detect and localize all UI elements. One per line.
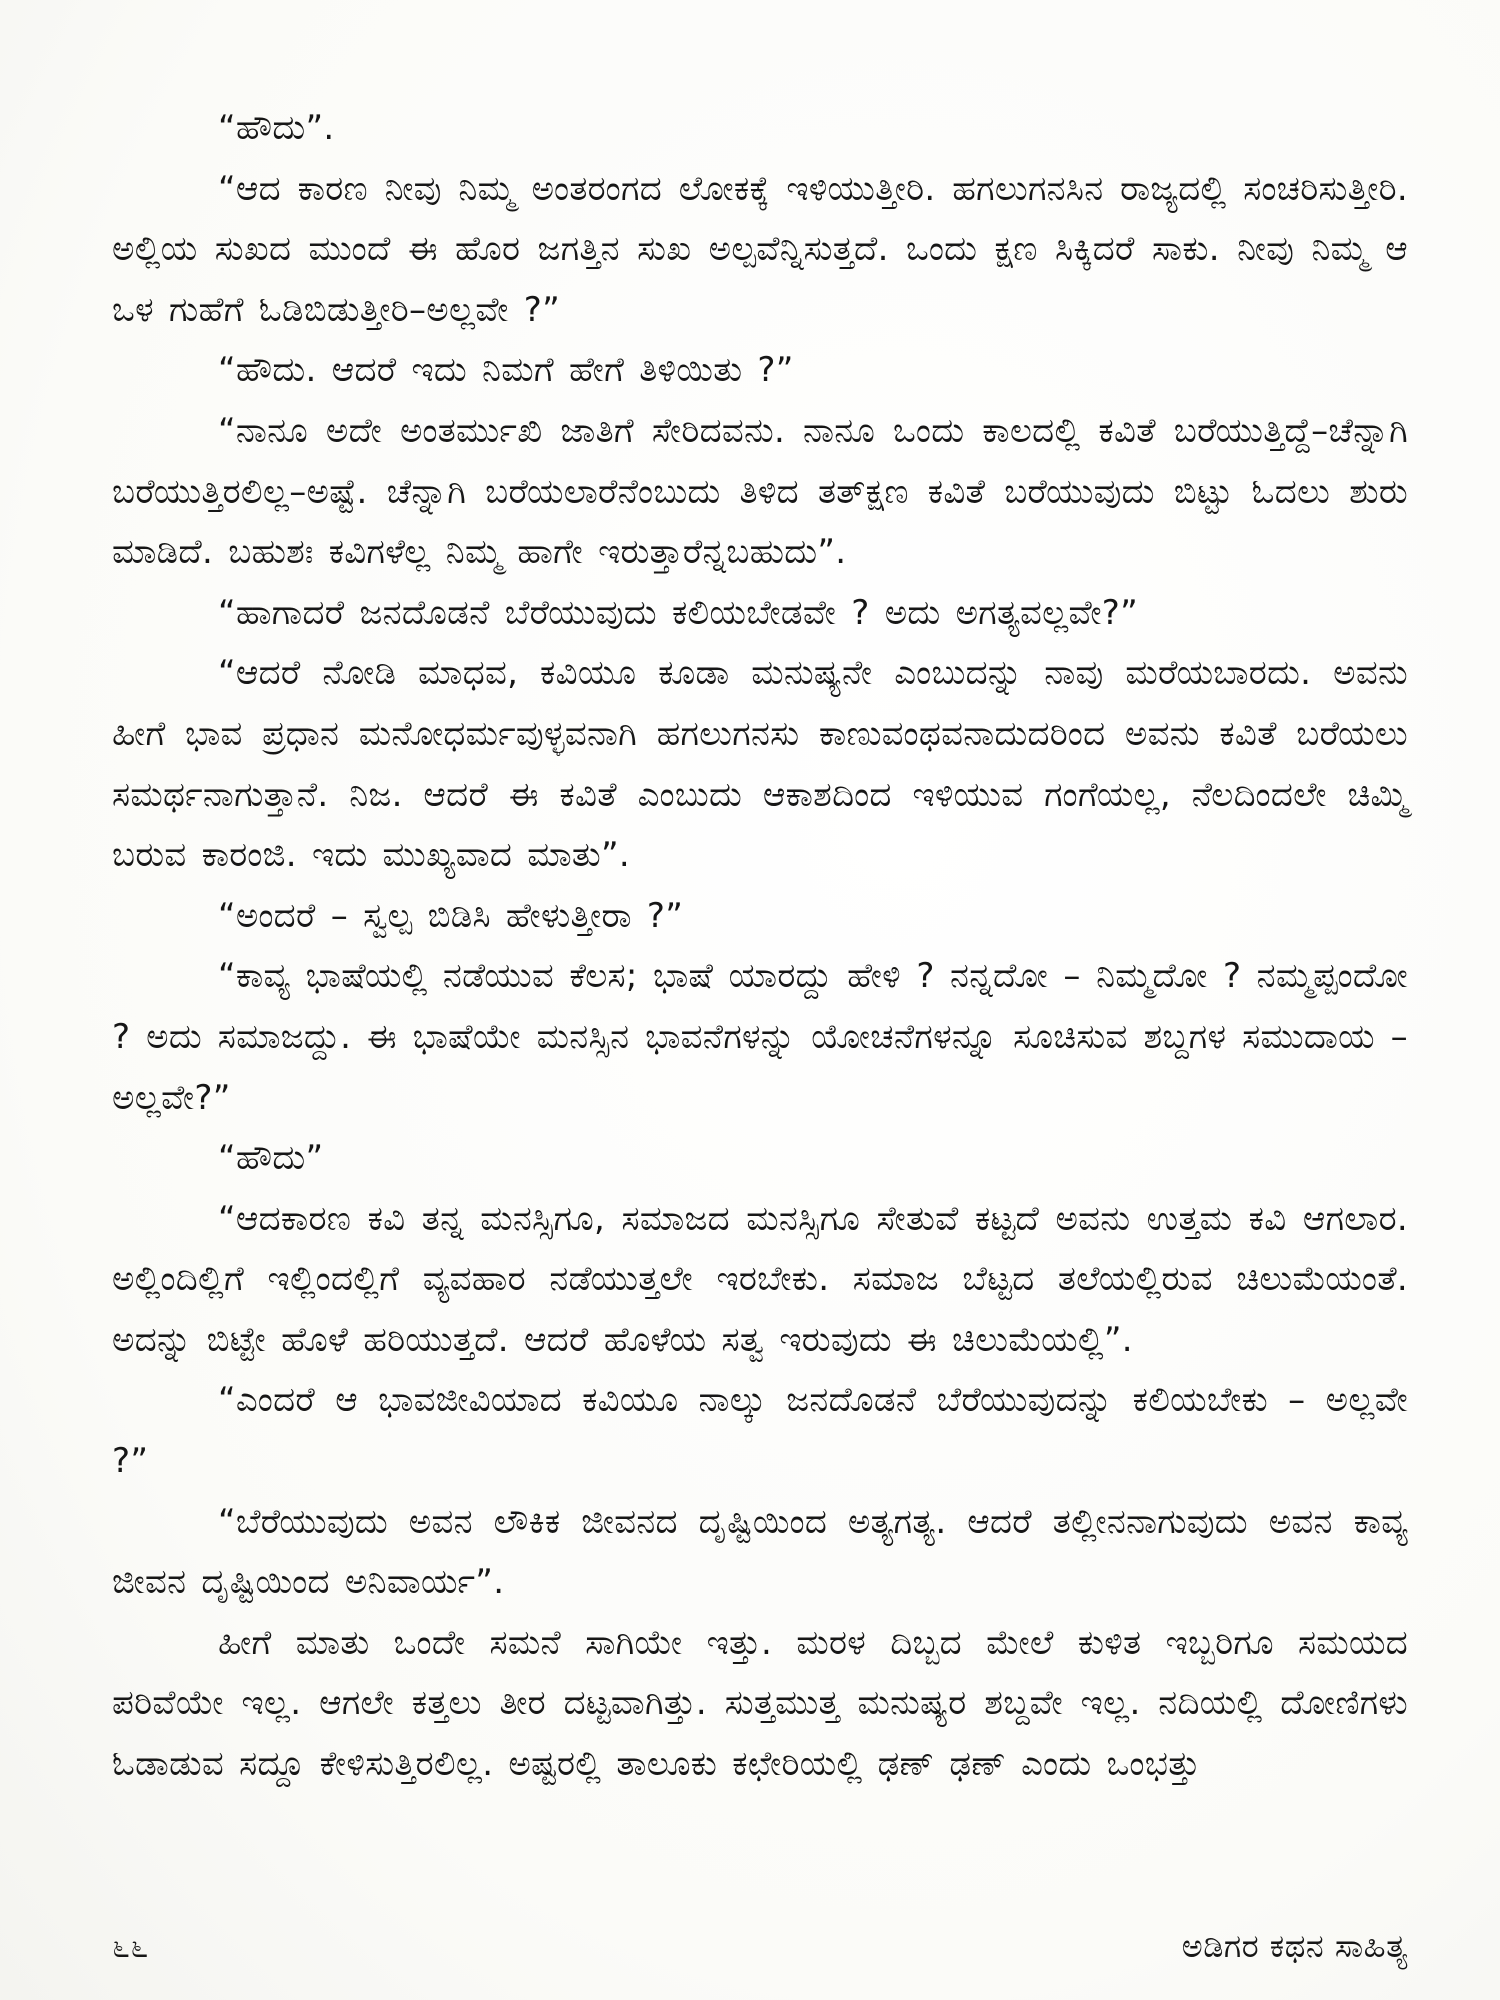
book-title: ಅಡಿಗರ ಕಥನ ಸಾಹಿತ್ಯ [1181, 1927, 1408, 1965]
paragraph: “ಹೌದು” [218, 1138, 324, 1179]
paragraph: “ಹೌದು”. [218, 108, 335, 148]
paragraph: “ಆದ ಕಾರಣ ನೀವು ನಿಮ್ಮ ಅಂತರಂಗದ ಲೋಕಕ್ಕೆ ಇಳಿಯುತ್ತೀರಿ. ಹಗಲುಗನಸಿನ ರಾಜ್ಯದಲ್ಲಿ ಸಂಚರಿಸುತ್ತೀರಿ. ಅಲ್ಲಿಯ ಸುಖದ ಮುಂದೆ ಈ ಹೊರ ಜಗತ್ತಿನ ಸುಖ ಅಲ್ಪವೆನ್ನಿಸುತ್ತದೆ. ಒಂದು ಕ್ಷಣ ಸಿಕ್ಕಿದರೆ ಸಾಕು. ನೀವು ನಿಮ್ಮ ಆ ಒಳ ಗುಹೆಗೆ ಓಡಿಬಿಡುತ್ತೀರಿ–ಅಲ್ಲವೇ ?” [112, 168, 1408, 330]
paragraph: “ಆದರೆ ನೋಡಿ ಮಾಧವ, ಕವಿಯೂ ಕೂಡಾ ಮನುಷ್ಯನೇ ಎಂಬುದನ್ನು ನಾವು ಮರೆಯಬಾರದು. ಅವನು ಹೀಗೆ ಭಾವ ಪ್ರಧಾನ ಮನೋಧರ್ಮವುಳ್ಳವನಾಗಿ ಹಗಲುಗನಸು ಕಾಣುವಂಥವನಾದುದರಿಂದ ಅವನು ಕವಿತೆ ಬರೆಯಲು ಸಮರ್ಥನಾಗುತ್ತಾನೆ. ನಿಜ. ಆದರೆ ಈ ಕವಿತೆ ಎಂಬುದು ಆಕಾಶದಿಂದ ಇಳಿಯುವ ಗಂಗೆಯಲ್ಲ, ನೆಲದಿಂದಲೇ ಚಿಮ್ಮಿ ಬರುವ ಕಾರಂಜಿ. ಇದು ಮುಖ್ಯವಾದ ಮಾತು”. [112, 653, 1408, 876]
page-number: ೬೬ [112, 1927, 149, 1965]
paragraph: “ಹೌದು. ಆದರೆ ಇದು ನಿಮಗೆ ಹೇಗೆ ತಿಳಿಯಿತು ?” [218, 350, 794, 391]
paragraph: “ಬೆರೆಯುವುದು ಅವನ ಲೌಕಿಕ ಜೀವನದ ದೃಷ್ಟಿಯಿಂದ ಅತ್ಯಗತ್ಯ. ಆದರೆ ತಲ್ಲೀನನಾಗುವುದು ಅವನ ಕಾವ್ಯ ಜೀವನ ದೃಷ್ಟಿಯಿಂದ ಅನಿವಾರ್ಯ”. [112, 1501, 1408, 1603]
page-footer [112, 1926, 1408, 1966]
paragraph: ಹೀಗೆ ಮಾತು ಒಂದೇ ಸಮನೆ ಸಾಗಿಯೇ ಇತ್ತು. ಮರಳ ದಿಬ್ಬದ ಮೇಲೆ ಕುಳಿತ ಇಬ್ಬರಿಗೂ ಸಮಯದ ಪರಿವೆಯೇ ಇಲ್ಲ. ಆಗಲೇ ಕತ್ತಲು ತೀರ ದಟ್ಟವಾಗಿತ್ತು. ಸುತ್ತಮುತ್ತ ಮನುಷ್ಯರ ಶಬ್ದವೇ ಇಲ್ಲ. ನದಿಯಲ್ಲಿ ದೋಣಿಗಳು ಓಡಾಡುವ ಸದ್ದೂ ಕೇಳಿಸುತ್ತಿರಲಿಲ್ಲ. ಅಷ್ಟರಲ್ಲಿ ತಾಲೂಕು ಕಛೇರಿಯಲ್ಲಿ ಢಣ್ ಢಣ್ ಎಂದು ಒಂಭತ್ತು [112, 1622, 1408, 1785]
paragraph: “ಅಂದರೆ – ಸ್ವಲ್ಪ ಬಿಡಿಸಿ ಹೇಳುತ್ತೀರಾ ?” [218, 895, 684, 936]
body-text [112, 98, 1408, 1795]
paragraph: “ಎಂದರೆ ಆ ಭಾವಜೀವಿಯಾದ ಕವಿಯೂ ನಾಲ್ಕು ಜನದೊಡನೆ ಬೆರೆಯುವುದನ್ನು ಕಲಿಯಬೇಕು – ಅಲ್ಲವೇ ?” [112, 1380, 1408, 1482]
paragraph: “ಆದಕಾರಣ ಕವಿ ತನ್ನ ಮನಸ್ಸಿಗೂ, ಸಮಾಜದ ಮನಸ್ಸಿಗೂ ಸೇತುವೆ ಕಟ್ಟದೆ ಅವನು ಉತ್ತಮ ಕವಿ ಆಗಲಾರ. ಅಲ್ಲಿಂದಿಲ್ಲಿಗೆ ಇಲ್ಲಿಂದಲ್ಲಿಗೆ ವ್ಯವಹಾರ ನಡೆಯುತ್ತಲೇ ಇರಬೇಕು. ಸಮಾಜ ಬೆಟ್ಟದ ತಲೆಯಲ್ಲಿರುವ ಚಿಲುಮೆಯಂತೆ. ಅದನ್ನು ಬಿಟ್ಟೇ ಹೊಳೆ ಹರಿಯುತ್ತದೆ. ಆದರೆ ಹೊಳೆಯ ಸತ್ವ ಇರುವುದು ಈ ಚಿಲುಮೆಯಲ್ಲಿ”. [112, 1198, 1408, 1360]
paragraph: “ಹಾಗಾದರೆ ಜನದೊಡನೆ ಬೆರೆಯುವುದು ಕಲಿಯಬೇಡವೇ ? ಅದು ಅಗತ್ಯವಲ್ಲವೇ?” [218, 592, 1139, 633]
paragraph: “ನಾನೂ ಅದೇ ಅಂತರ್ಮುಖಿ ಜಾತಿಗೆ ಸೇರಿದವನು. ನಾನೂ ಒಂದು ಕಾಲದಲ್ಲಿ ಕವಿತೆ ಬರೆಯುತ್ತಿದ್ದೆ–ಚೆನ್ನಾಗಿ ಬರೆಯುತ್ತಿರಲಿಲ್ಲ–ಅಷ್ಟೆ. ಚೆನ್ನಾಗಿ ಬರೆಯಲಾರೆನೆಂಬುದು ತಿಳಿದ ತತ್‌ಕ್ಷಣ ಕವಿತೆ ಬರೆಯುವುದು ಬಿಟ್ಟು ಓದಲು ಶುರು ಮಾಡಿದೆ. ಬಹುಶಃ ಕವಿಗಳೆಲ್ಲ ನಿಮ್ಮ ಹಾಗೇ ಇರುತ್ತಾರೆನ್ನಬಹುದು”. [112, 410, 1408, 573]
paragraph: “ಕಾವ್ಯ ಭಾಷೆಯಲ್ಲಿ ನಡೆಯುವ ಕೆಲಸ; ಭಾಷೆ ಯಾರದ್ದು ಹೇಳಿ ? ನನ್ನದೋ – ನಿಮ್ಮದೋ ? ನಮ್ಮಪ್ಪಂದೋ ? ಅದು ಸಮಾಜದ್ದು. ಈ ಭಾಷೆಯೇ ಮನಸ್ಸಿನ ಭಾವನೆಗಳನ್ನು ಯೋಚನೆಗಳನ್ನೂ ಸೂಚಿಸುವ ಶಬ್ದಗಳ ಸಮುದಾಯ – ಅಲ್ಲವೇ?” [112, 956, 1408, 1118]
